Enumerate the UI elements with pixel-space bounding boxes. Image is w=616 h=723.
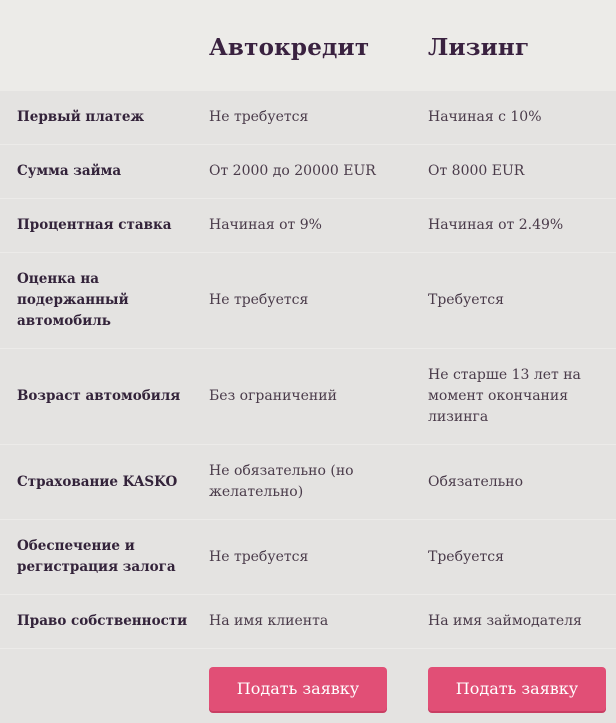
row-value-autocredit: Начиная от 9% [209,217,322,233]
row-label: Возраст автомобиля [17,388,181,404]
header-autocredit: Автокредит [209,34,370,61]
row-value-leasing: На имя займодателя [428,613,582,629]
row-label: Обеспечение и регистрация залога [17,538,176,575]
row-label: Процентная ставка [17,217,172,233]
row-value-leasing: Не старше 13 лет на момент окончания лизинга [428,367,581,425]
row-value-autocredit: На имя клиента [209,613,329,629]
row-value-autocredit: Не требуется [209,292,309,308]
row-value-autocredit: Не требуется [209,109,309,125]
table-row [0,91,616,144]
row-value-leasing: От 8000 EUR [428,163,525,179]
apply-leasing-button[interactable]: Подать заявку [428,667,606,711]
table-header [0,0,616,91]
row-value-leasing: Начиная с 10% [428,109,542,125]
row-value-leasing: Начиная от 2.49% [428,217,564,233]
table-row [0,444,616,519]
row-value-leasing: Требуется [428,292,504,308]
table-row [0,144,616,198]
table-row [0,198,616,252]
row-value-leasing: Обязательно [428,473,524,490]
row-value-autocredit: Не обязательно (но желательно) [209,463,354,500]
row-value-leasing: Требуется [428,548,504,565]
header-leasing: Лизинг [428,34,530,61]
row-label: Страхование KASKO [17,473,178,490]
row-value-autocredit: Без ограничений [209,388,337,404]
table-row [0,594,616,648]
row-label: Оценка на подержанный автомобиль [17,271,129,329]
header-empty-cell [0,0,192,34]
row-label: Сумма займа [17,163,122,179]
table-row [0,519,616,594]
row-label: Право собственности [17,613,188,629]
row-value-autocredit: От 2000 до 20000 EUR [209,163,376,179]
row-label: Первый платеж [17,109,145,125]
row-value-autocredit: Не требуется [209,548,309,565]
footer-cell-autocredit [192,649,411,711]
footer-cell-leasing [411,649,616,711]
table-row [0,348,616,444]
table-footer [0,648,616,723]
table-body [0,91,616,648]
table-row [0,252,616,348]
apply-autocredit-button[interactable]: Подать заявку [209,667,387,711]
